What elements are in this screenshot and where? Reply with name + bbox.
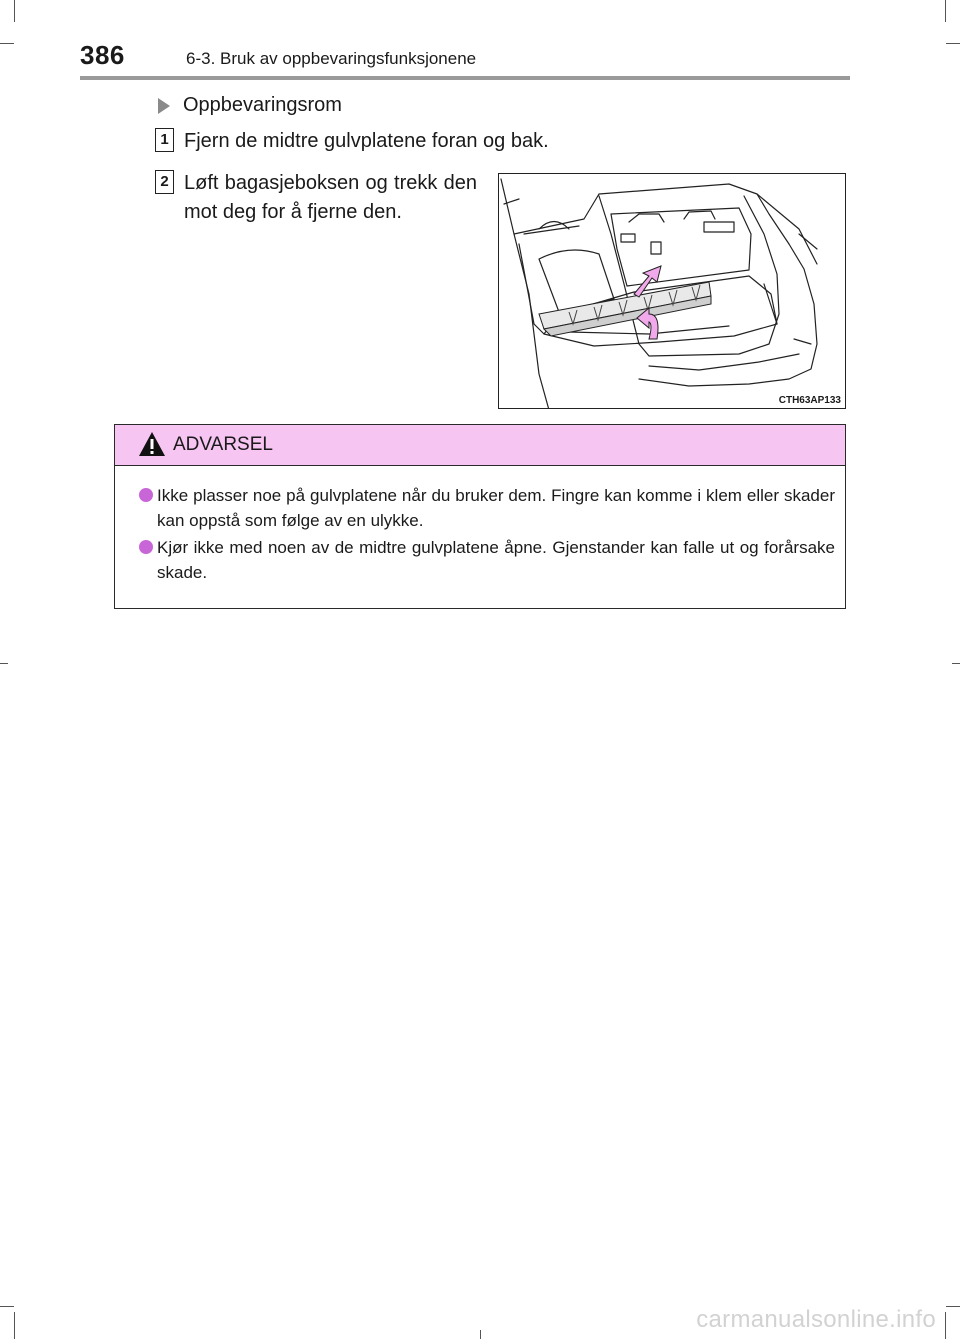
crop-mark xyxy=(0,663,8,664)
crop-mark xyxy=(0,43,14,44)
bullet-dot-icon xyxy=(139,540,153,554)
bullet-dot-icon xyxy=(139,488,153,502)
step-number-2: 2 xyxy=(155,170,174,194)
triangle-bullet-icon xyxy=(158,98,170,114)
crop-mark xyxy=(946,43,960,44)
section-title: 6-3. Bruk av oppbevaringsfunksjonene xyxy=(186,49,477,68)
figure-code: CTH63AP133 xyxy=(778,395,841,406)
crop-mark xyxy=(14,1312,15,1339)
crop-mark xyxy=(945,0,946,22)
crop-mark xyxy=(0,1306,14,1307)
page-number: 386 xyxy=(80,40,125,70)
luggage-box-illustration xyxy=(498,173,846,409)
step-text-1: Fjern de midtre gulvplatene foran og bak. xyxy=(184,130,549,152)
warning-item-1 xyxy=(139,483,835,533)
crop-mark xyxy=(945,1312,946,1339)
warning-header xyxy=(115,425,845,466)
header-rule xyxy=(80,76,850,80)
crop-mark xyxy=(480,1330,481,1339)
crop-mark xyxy=(14,0,15,22)
warning-item-text: Kjør ikke med noen av de midtre gulvplatene åpne. Gjenstander kan falle ut og forårsake skade. xyxy=(157,538,835,582)
subheading-text: Oppbevaringsrom xyxy=(183,94,342,116)
crop-mark xyxy=(952,663,960,664)
warning-title: ADVARSEL xyxy=(173,434,273,455)
warning-item-text: Ikke plasser noe på gulvplatene når du bruker dem. Fingre kan komme i klem eller skader kan oppstå som følge av en ulykke. xyxy=(157,486,835,530)
warning-item-2 xyxy=(139,535,835,585)
subheading xyxy=(158,94,342,117)
warning-icon xyxy=(137,430,167,458)
warning-box xyxy=(114,424,846,609)
step-number-1: 1 xyxy=(155,128,174,152)
crop-mark xyxy=(946,1306,960,1307)
watermark: carmanualsonline.info xyxy=(696,1306,936,1333)
cargo-area-drawing xyxy=(499,174,846,409)
step-text-2: Løft bagasjeboksen og trekk den mot deg for å fjerne den. xyxy=(184,172,477,223)
